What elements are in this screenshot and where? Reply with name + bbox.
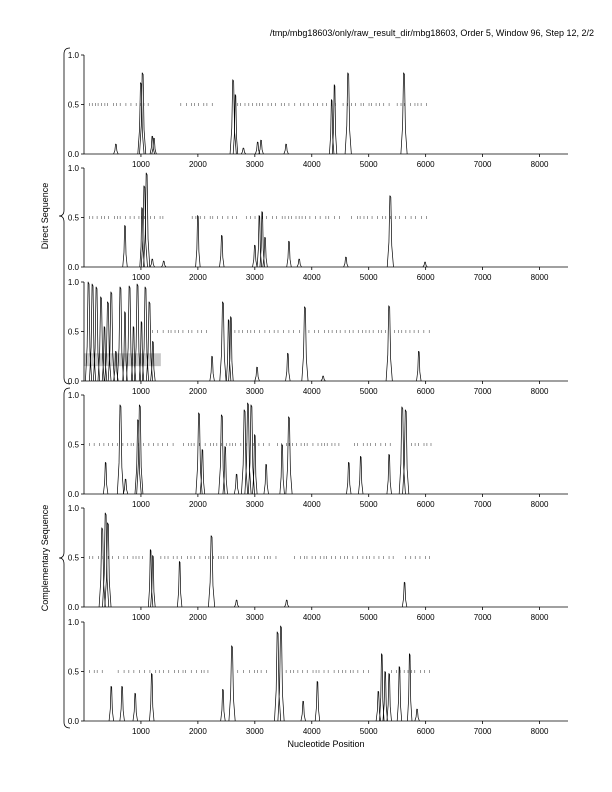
x-tick-label: 5000 bbox=[359, 273, 378, 282]
peak bbox=[196, 216, 201, 267]
y-tick-label: 0.5 bbox=[67, 100, 79, 110]
panel-4 bbox=[68, 391, 568, 509]
peak bbox=[345, 73, 351, 154]
panel-2 bbox=[68, 164, 568, 282]
y-tick-label: 0.5 bbox=[67, 553, 79, 563]
y-tick-label: 0.0 bbox=[67, 150, 79, 159]
x-tick-label: 3000 bbox=[245, 613, 264, 622]
y-tick-label: 0.0 bbox=[67, 717, 79, 726]
y-tick-label: 0.5 bbox=[67, 213, 79, 223]
x-tick-label: 4000 bbox=[302, 613, 321, 622]
x-tick-label: 8000 bbox=[530, 613, 549, 622]
x-tick-label: 6000 bbox=[416, 727, 435, 736]
group-labels bbox=[40, 48, 70, 728]
x-tick-label: 6000 bbox=[416, 273, 435, 282]
peak bbox=[230, 80, 236, 154]
x-tick-label: 6000 bbox=[416, 500, 435, 509]
x-tick-label: 3000 bbox=[245, 273, 264, 282]
peak bbox=[120, 686, 125, 721]
group-label-direct: Direct Sequence bbox=[40, 182, 50, 250]
y-tick-label: 0.0 bbox=[67, 490, 79, 499]
peak bbox=[402, 582, 407, 607]
peak bbox=[134, 284, 140, 381]
x-tick-label: 4000 bbox=[302, 727, 321, 736]
peak bbox=[297, 259, 302, 267]
x-tick-label: 2000 bbox=[188, 727, 207, 736]
peak bbox=[417, 351, 422, 381]
x-tick-label: 7000 bbox=[473, 727, 492, 736]
x-tick-label: 7000 bbox=[473, 160, 492, 169]
x-tick-label: 3000 bbox=[245, 500, 264, 509]
y-tick-label: 0.5 bbox=[67, 440, 79, 450]
x-tick-label: 3000 bbox=[245, 727, 264, 736]
peak bbox=[284, 144, 289, 154]
peak bbox=[223, 446, 228, 494]
x-tick-label: 1000 bbox=[132, 387, 150, 396]
peak bbox=[229, 646, 235, 721]
peak bbox=[344, 257, 349, 267]
peak bbox=[423, 262, 428, 267]
peak bbox=[264, 464, 269, 494]
x-tick-label: 4000 bbox=[302, 500, 321, 509]
x-tick-label: 8000 bbox=[530, 727, 549, 736]
peak bbox=[234, 600, 239, 607]
x-tick-label: 1000 bbox=[132, 273, 150, 282]
peak bbox=[149, 673, 154, 721]
peak bbox=[302, 307, 308, 381]
x-tick-label: 7000 bbox=[473, 613, 492, 622]
y-tick-label: 1.0 bbox=[67, 618, 79, 627]
peak bbox=[358, 456, 363, 494]
peak bbox=[386, 306, 392, 381]
peak bbox=[407, 654, 412, 721]
x-tick-label: 5000 bbox=[359, 727, 378, 736]
y-tick-label: 1.0 bbox=[67, 504, 79, 513]
x-tick-label: 5000 bbox=[359, 387, 378, 396]
peak bbox=[135, 420, 141, 494]
x-axis-label: Nucleotide Position bbox=[287, 739, 365, 749]
x-tick-label: 5000 bbox=[359, 500, 378, 509]
y-tick-label: 1.0 bbox=[67, 391, 79, 400]
x-tick-label: 6000 bbox=[416, 160, 435, 169]
peak bbox=[401, 73, 407, 154]
x-tick-label: 3000 bbox=[245, 160, 264, 169]
peak bbox=[255, 367, 260, 381]
y-tick-label: 0.0 bbox=[67, 377, 79, 386]
y-tick-label: 0.0 bbox=[67, 603, 79, 612]
peak bbox=[332, 85, 337, 154]
peak bbox=[241, 148, 246, 154]
peak bbox=[346, 462, 351, 494]
x-tick-label: 8000 bbox=[530, 273, 549, 282]
y-tick-label: 1.0 bbox=[67, 278, 79, 287]
peak bbox=[315, 681, 320, 721]
x-tick-label: 2000 bbox=[188, 613, 207, 622]
x-tick-label: 5000 bbox=[359, 160, 378, 169]
peak bbox=[123, 225, 128, 267]
x-tick-label: 2000 bbox=[188, 160, 207, 169]
peak bbox=[234, 474, 239, 494]
peak bbox=[280, 445, 285, 495]
peak bbox=[286, 353, 291, 381]
x-tick-label: 4000 bbox=[302, 273, 321, 282]
x-tick-label: 7000 bbox=[473, 273, 492, 282]
x-tick-label: 6000 bbox=[416, 613, 435, 622]
x-tick-label: 1000 bbox=[132, 613, 150, 622]
peak bbox=[383, 672, 388, 722]
y-tick-label: 0.5 bbox=[67, 327, 79, 337]
peak bbox=[321, 376, 326, 381]
peak bbox=[221, 689, 226, 721]
panel-1 bbox=[68, 51, 568, 169]
peak bbox=[287, 241, 292, 267]
panels bbox=[68, 51, 568, 736]
peak bbox=[109, 686, 114, 721]
x-tick-label: 4000 bbox=[302, 387, 321, 396]
peak bbox=[137, 405, 143, 494]
peak bbox=[415, 709, 420, 721]
peak bbox=[208, 536, 214, 607]
peak bbox=[253, 245, 258, 267]
x-tick-label: 7000 bbox=[473, 500, 492, 509]
x-tick-label: 1000 bbox=[132, 500, 150, 509]
panel-5 bbox=[68, 504, 568, 622]
peak bbox=[142, 287, 148, 381]
peak bbox=[150, 259, 155, 267]
x-tick-label: 6000 bbox=[416, 387, 435, 396]
y-tick-label: 1.0 bbox=[67, 51, 79, 60]
peak bbox=[133, 693, 138, 721]
peak bbox=[387, 454, 392, 494]
peak bbox=[126, 286, 132, 381]
peak bbox=[253, 435, 258, 494]
peak bbox=[103, 462, 108, 494]
y-tick-label: 0.5 bbox=[67, 667, 79, 677]
x-tick-label: 4000 bbox=[302, 160, 321, 169]
peak bbox=[123, 479, 128, 494]
x-tick-label: 2000 bbox=[188, 387, 207, 396]
peak bbox=[284, 600, 289, 607]
peak bbox=[210, 356, 215, 381]
x-tick-label: 7000 bbox=[473, 387, 492, 396]
x-tick-label: 8000 bbox=[530, 160, 549, 169]
y-tick-label: 1.0 bbox=[67, 164, 79, 173]
x-tick-label: 2000 bbox=[188, 273, 207, 282]
peak bbox=[177, 561, 182, 607]
peak bbox=[117, 405, 123, 494]
panel-3 bbox=[68, 278, 568, 396]
peak bbox=[114, 144, 119, 154]
peak bbox=[89, 284, 95, 381]
peak bbox=[301, 701, 306, 721]
x-tick-label: 1000 bbox=[132, 160, 150, 169]
peak bbox=[220, 302, 226, 381]
x-tick-label: 8000 bbox=[530, 387, 549, 396]
x-tick-label: 1000 bbox=[132, 727, 150, 736]
peak bbox=[117, 287, 123, 381]
peak bbox=[259, 140, 264, 154]
peak bbox=[286, 417, 292, 494]
x-tick-label: 2000 bbox=[188, 500, 207, 509]
peak bbox=[387, 196, 393, 267]
x-tick-label: 8000 bbox=[530, 500, 549, 509]
x-tick-label: 3000 bbox=[245, 387, 264, 396]
peak bbox=[123, 312, 128, 381]
peak bbox=[387, 673, 392, 721]
peak bbox=[220, 235, 225, 267]
x-tick-label: 5000 bbox=[359, 613, 378, 622]
plot-header: /tmp/mbg18603/only/raw_result_dir/mbg18603, Order 5, Window 96, Step 12, 2/2 bbox=[269, 28, 594, 38]
group-label-complementary: Complementary Sequence bbox=[40, 504, 50, 612]
peak bbox=[397, 667, 402, 721]
y-tick-label: 0.0 bbox=[67, 263, 79, 272]
peak bbox=[161, 261, 166, 267]
panel-6 bbox=[68, 618, 568, 736]
